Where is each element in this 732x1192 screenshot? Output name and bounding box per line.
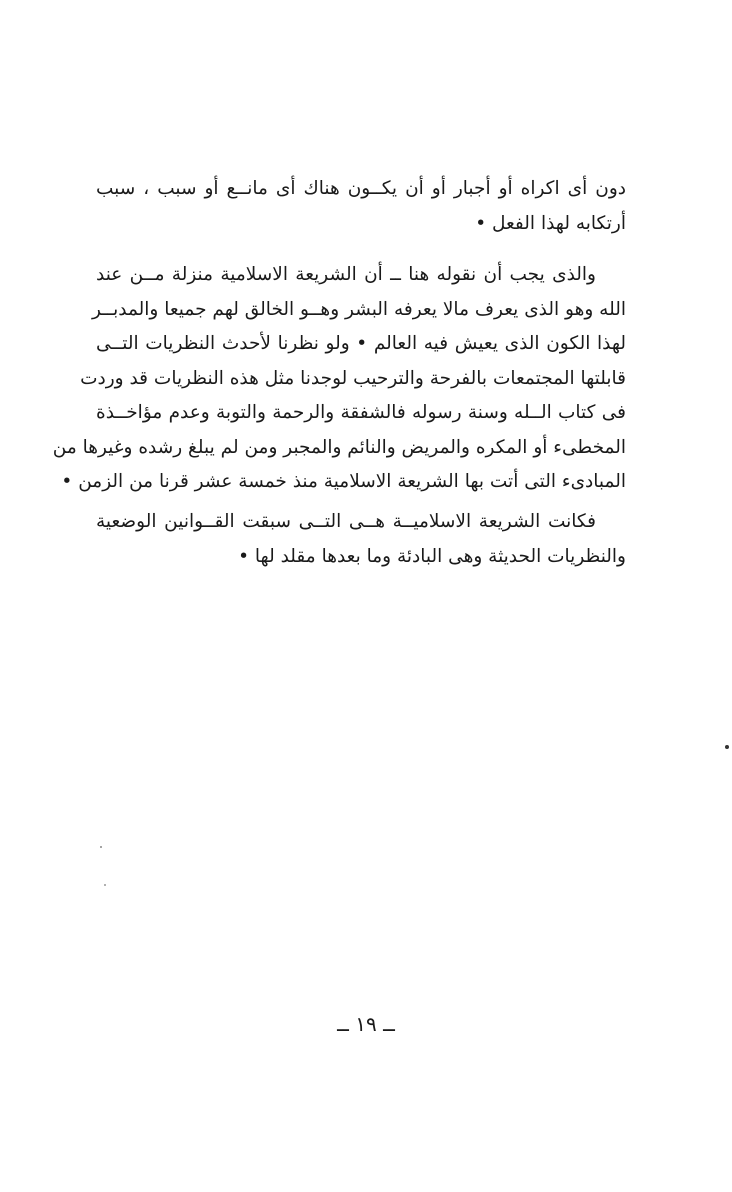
paragraph-2-line-5: فى كتاب الــله وسنة رسوله فالشفقة والرحمة والتوبة وعدم مؤاخــذة — [96, 402, 626, 423]
paragraph-1-line-1: دون أى اكراه أو أجبار أو أن يكــون هناك أى مانــع أو سبب ، سبب — [96, 178, 626, 199]
paragraph-3-line-2: والنظريات الحديثة وهى البادئة وما بعدها مقلد لها • — [238, 545, 626, 567]
paragraph-3 — [96, 505, 626, 574]
paragraph-2-line-3: لهذا الكون الذى يعيش فيه العالم • ولو نظرنا لأحدث النظريات التــى — [96, 333, 626, 354]
paragraph-2-line-6: المخطىء أو المكره والمريض والنائم والمجبر ومن لم يبلغ رشده وغيرها من — [52, 436, 626, 458]
paragraph-2-line-4: قابلتها المجتمعات بالفرحة والترحيب لوجدنا مثل هذه النظريات قد وردت — [80, 367, 626, 389]
paragraph-2-line-7: المبادىء التى أتت بها الشريعة الاسلامية منذ خمسة عشر قرنا من الزمن • — [61, 471, 626, 492]
scan-speck — [100, 846, 102, 848]
page-number: ــ ١٩ ــ — [337, 1012, 395, 1036]
paragraph-1 — [96, 172, 626, 241]
paragraph-2-line-2: الله وهو الذى يعرف مالا يعرفه البشر وهــو الخالق لهم جميعا والمدبــر — [92, 298, 626, 320]
scan-speck — [725, 745, 729, 749]
paragraph-1-line-2: أرتكابه لهذا الفعل • — [475, 212, 626, 234]
paragraph-3-line-1: فكانت الشريعة الاسلاميــة هــى التــى سبقت القــوانين الوضعية — [96, 511, 596, 532]
paragraph-2 — [52, 258, 626, 500]
scan-speck — [104, 884, 106, 886]
paragraph-2-line-1: والذى يجب أن نقوله هنا ــ أن الشريعة الاسلامية منزلة مــن عند — [96, 264, 596, 285]
